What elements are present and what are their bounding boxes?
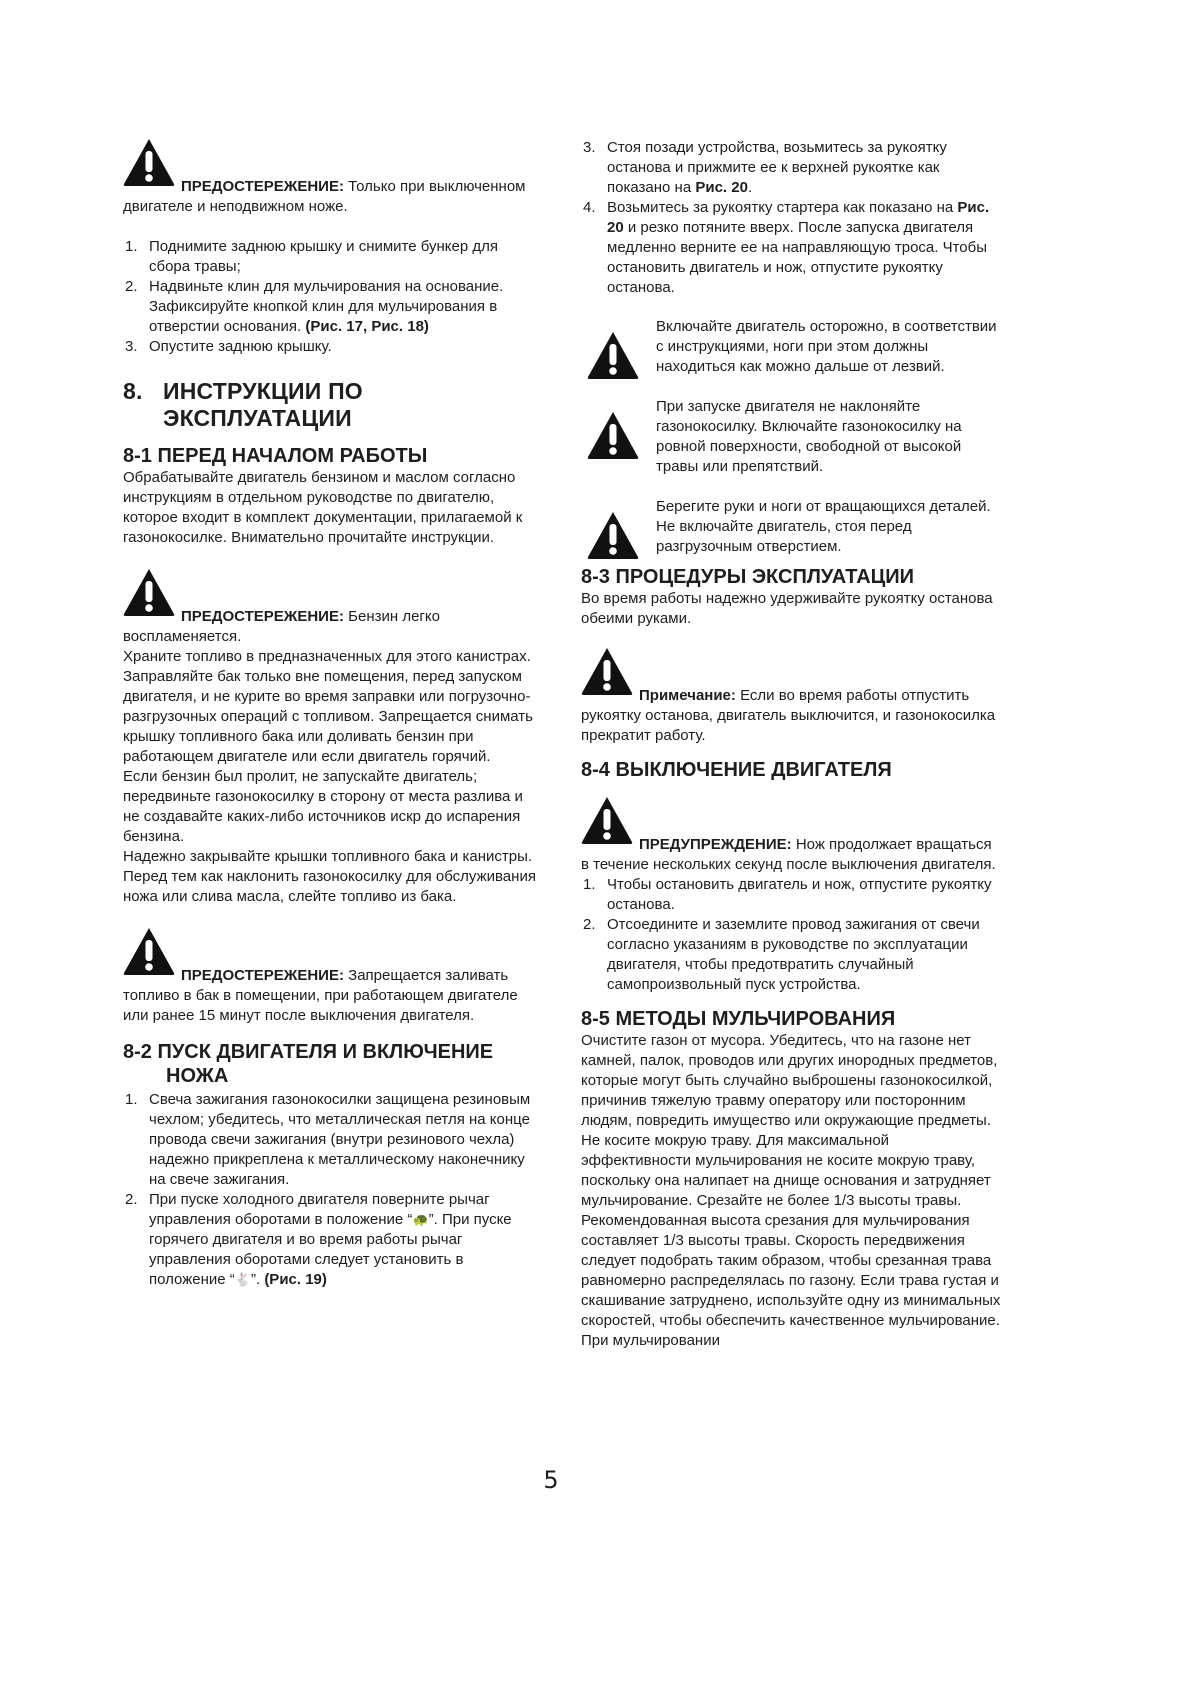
subsection-8-3-body: Во время работы надежно удерживайте рукоятку останова обеими руками. <box>581 590 993 627</box>
caution-label: ПРЕДОСТЕРЕЖЕНИЕ: <box>181 178 344 195</box>
paragraph: Заправляйте бак только вне помещения, перед запуском двигателя, и не курите во время заправки или погрузочно-разгрузочных операций с топливом. Запрещается снимать крышку топливного бака или доливать бензин при работающем двигателе или если двигатель горячий. <box>123 668 533 765</box>
paragraph: Надежно закрывайте крышки топливного бака и канистры. <box>123 848 533 865</box>
side-warning: При запуске двигателя не наклоняйте газонокосилку. Включайте газонокосилку на ровной поверхности, свободной от высокой травы или препятствий. <box>581 397 1001 477</box>
figure-ref: (Рис. 17, Рис. 18) <box>305 318 429 335</box>
page-number: 5 <box>543 1466 559 1494</box>
warning-triangle-icon <box>587 331 639 380</box>
start-steps-continued <box>581 138 1001 298</box>
subsection-8-4-title: 8-4 ВЫКЛЮЧЕНИЕ ДВИГАТЕЛЯ <box>581 759 892 781</box>
warning-triangle-icon <box>581 796 633 845</box>
caution-gasoline-block: ПРЕДОСТЕРЕЖЕНИЕ: Бензин легко воспламеняется. Храните топливо в предназначенных для этого канистрах. Заправляйте бак только вне помещения, перед запуском двигателя, и не курите во время заправки или погрузочно-разгрузочных операций с топливом. Запрещается снимать крышку топливного бака или доливать бензин при работающем двигателе или если двигатель горячий. Если бензин был пролит, не запускайте двигатель; передвиньте газонокосилку в сторону от места разлива и не создавайте каких-либо источников искр до испарения бензина. Надежно закрывайте крышки топливного бака и канистры. Перед тем как наклонить газонокосилку для обслуживания ножа или слива масла, слейте топливо из бака. <box>123 574 543 907</box>
subsection-8-5-body: Очистите газон от мусора. Убедитесь, что на газоне нет камней, палок, проводов или других инородных предметов, которые могут быть случайно выброшены газонокосилкой, причинив тяжелую травму оператору или посторонним людям, повредить имущество или окружающие предметы. Не косите мокрую траву. Для максимальной эффективности мульчирования не косите мокрую траву, поскольку она налипает на днище основания и затрудняет мульчирование. Срезайте не более 1/3 высоты травы. Рекомендованная высота срезания для мульчирования составляет 1/3 высоты травы. Скорость передвижения следует подобрать таким образом, чтобы срезанная трава равномерно распределялась по газону. Если трава густая и скашивание затруднено, используйте одну из минимальных скоростей, чтобы обеспечить качественное мульчирование. При мульчировании <box>581 1032 1001 1349</box>
section-8-heading: 8. ИНСТРУКЦИИ ПО ЭКСПЛУАТАЦИИ <box>123 378 363 431</box>
subsection-8-3-title: 8-3 ПРОЦЕДУРЫ ЭКСПЛУАТАЦИИ <box>581 566 914 588</box>
warning-triangle-icon <box>123 568 175 617</box>
warning-blade-block: ПРЕДУПРЕЖДЕНИЕ: Нож продолжает вращаться в течение нескольких секунд после выключения двигателя. <box>581 802 1001 875</box>
caution-refuel-block: ПРЕДОСТЕРЕЖЕНИЕ: Запрещается заливать топливо в бак в помещении, при работающем двигателе или ранее 15 минут после выключения двигателя. <box>123 933 543 1026</box>
subsection-8-2-title: 8-2 ПУСК ДВИГАТЕЛЯ И ВКЛЮЧЕНИЕ НОЖА <box>123 1041 494 1087</box>
warning-triangle-icon <box>123 927 175 976</box>
note-block: Примечание: Если во время работы отпустить рукоятку останова, двигатель выключится, и газонокосилка прекратит работу. <box>581 653 1001 746</box>
turtle-icon: 🐢 <box>412 1212 429 1227</box>
mulch-wedge-steps <box>123 237 543 357</box>
figure-ref: Рис. 20 <box>695 179 748 196</box>
warning-triangle-icon <box>581 647 633 696</box>
engine-start-steps <box>123 1090 543 1290</box>
caution-fuel-block <box>123 144 543 217</box>
figure-ref: Рис. 20 <box>607 199 990 236</box>
list-item: 3. Опустите заднюю крышку. <box>125 338 332 355</box>
list-item: 1. Свеча зажигания газонокосилки защищена резиновым чехлом; убедитесь, что металлическая петля на конце провода свечи зажигания (внутри резинового чехла) надежно прикреплена к металлическому наконечнику на свече зажигания. <box>125 1091 531 1188</box>
list-item: 2. Отсоедините и заземлите провод зажигания от свечи согласно указаниям в руководстве по эксплуатации двигателя, чтобы предотвратить случайный самопроизвольный пуск устройства. <box>583 916 980 993</box>
list-item: 1. Поднимите заднюю крышку и снимите бункер для сбора травы; <box>125 238 499 275</box>
paragraph: Перед тем как наклонить газонокосилку для обслуживания ножа или слива масла, слейте топливо из бака. <box>123 868 536 905</box>
caution-label: ПРЕДОСТЕРЕЖЕНИЕ: <box>181 967 344 984</box>
paragraph: Храните топливо в предназначенных для этого канистрах. <box>123 648 531 665</box>
warning-triangle-icon <box>123 138 175 187</box>
side-warning: Берегите руки и ноги от вращающихся деталей. Не включайте двигатель, стоя перед разгрузочным отверстием. <box>581 497 1001 557</box>
figure-ref: (Рис. 19) <box>264 1271 327 1288</box>
caution-text: Только при выключенном двигателе и неподвижном ноже. <box>123 178 526 215</box>
paragraph: Если бензин был пролит, не запускайте двигатель; передвиньте газонокосилку в сторону от места разлива и не создавайте каких-либо источников искр до испарения бензина. <box>123 768 523 845</box>
side-warning: Включайте двигатель осторожно, в соответствии с инструкциями, ноги при этом должны находиться как можно дальше от лезвий. <box>581 317 1001 377</box>
left-column <box>123 138 543 1290</box>
warning-label: ПРЕДУПРЕЖДЕНИЕ: <box>639 836 792 853</box>
caution-label: ПРЕДОСТЕРЕЖЕНИЕ: <box>181 608 344 625</box>
list-item: 1. Чтобы остановить двигатель и нож, отпустите рукоятку останова. <box>583 876 992 913</box>
engine-stop-steps <box>581 875 1001 995</box>
subsection-8-5-title: 8-5 МЕТОДЫ МУЛЬЧИРОВАНИЯ <box>581 1008 896 1030</box>
list-item: 2. При пуске холодного двигателя поверните рычаг управления оборотами в положение “🐢”. При пуске горячего двигателя и во время работы рычаг управления оборотами следует установить в положение “🐇”. (Рис. 19) <box>125 1191 512 1288</box>
warning-triangle-icon <box>587 511 639 560</box>
list-item: 4. Возьмитесь за рукоятку стартера как показано на Рис. 20 и резко потяните вверх. После запуска двигателя медленно верните ее на направляющую троса. Чтобы остановить двигатель и нож, отпустите рукоятку останова. <box>583 199 990 296</box>
note-label: Примечание: <box>639 687 736 704</box>
rabbit-icon: 🐇 <box>234 1272 251 1287</box>
subsection-8-1-body: Обрабатывайте двигатель бензином и маслом согласно инструкциям в отдельном руководстве по двигателю, которое входит в комплект документации, прилагаемой к газонокосилке. Внимательно прочитайте инструкции. <box>123 469 523 546</box>
warning-triangle-icon <box>587 411 639 460</box>
right-column <box>581 138 1001 1351</box>
list-item: 3. Стоя позади устройства, возьмитесь за рукоятку останова и прижмите ее к верхней рукоятке как показано на Рис. 20. <box>583 139 947 196</box>
list-item: 2. Надвиньте клин для мульчирования на основание. Зафиксируйте кнопкой клин для мульчирования в отверстии основания. (Рис. 17, Рис. 18) <box>125 278 504 335</box>
subsection-8-1-title: 8-1 ПЕРЕД НАЧАЛОМ РАБОТЫ <box>123 445 428 467</box>
